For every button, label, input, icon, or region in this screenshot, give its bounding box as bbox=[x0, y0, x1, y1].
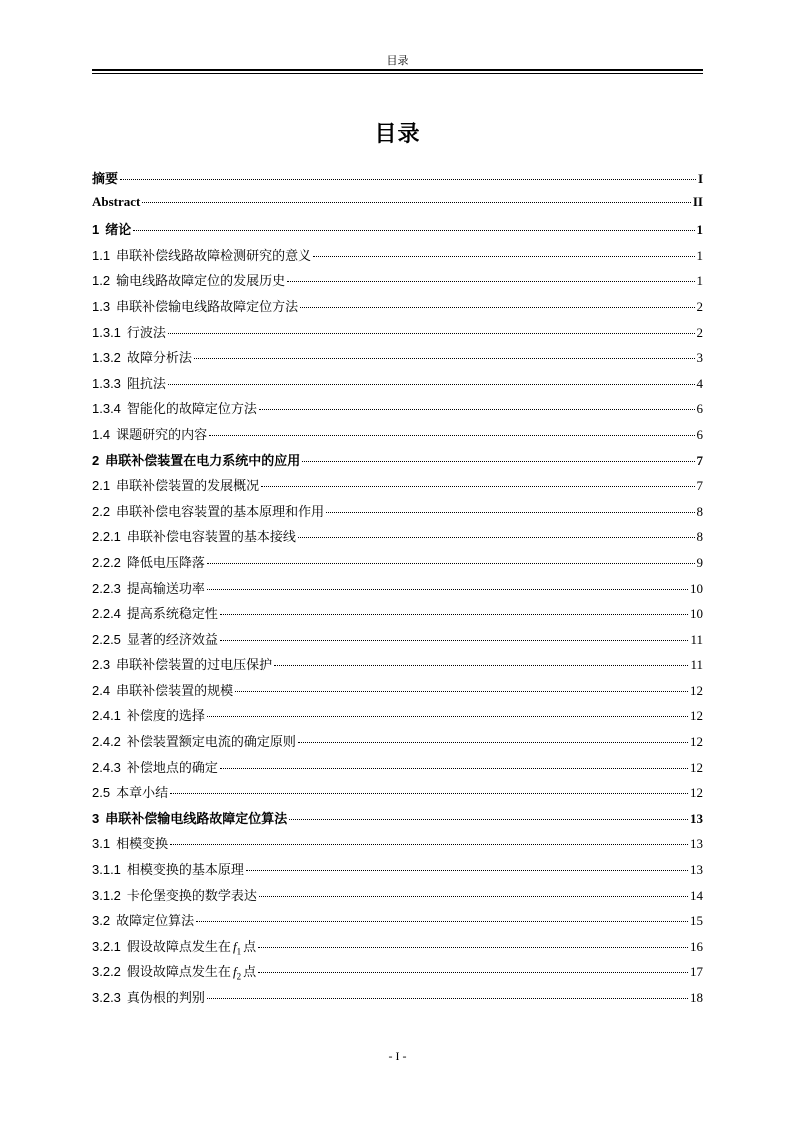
toc-entry-number: 2.4.3 bbox=[92, 759, 121, 775]
toc-entry-number: 2.2 bbox=[92, 503, 111, 519]
toc-dot-leader bbox=[220, 768, 688, 769]
toc-entry[interactable] bbox=[92, 475, 703, 501]
toc-entry-number: 3.2.3 bbox=[92, 990, 121, 1005]
toc-entry-title: 提高输送功率 bbox=[126, 581, 205, 597]
toc-entry-page: 1 bbox=[696, 247, 703, 263]
toc-entry-number: 2.4.1 bbox=[92, 708, 121, 724]
toc-entry-page: 2 bbox=[696, 324, 703, 340]
toc-entry-page: 14 bbox=[690, 887, 703, 903]
toc-entry[interactable] bbox=[92, 833, 703, 859]
toc-entry[interactable] bbox=[92, 501, 703, 527]
toc-entry-number: 2.2.4 bbox=[92, 606, 121, 622]
toc-entry-page: 8 bbox=[696, 529, 703, 545]
toc-dot-leader bbox=[287, 281, 694, 282]
toc-entry[interactable] bbox=[92, 578, 703, 604]
header-rule-thick bbox=[92, 69, 703, 71]
toc-entry[interactable] bbox=[92, 373, 703, 399]
toc-entry-page: 18 bbox=[690, 990, 703, 1005]
toc-entry-page: 16 bbox=[690, 938, 703, 954]
header-rule-thin bbox=[92, 73, 703, 74]
toc-entry[interactable] bbox=[92, 757, 703, 783]
toc-entry[interactable] bbox=[92, 322, 703, 348]
toc-entry-page: 9 bbox=[696, 554, 703, 570]
toc-entry-title: 行波法 bbox=[126, 325, 166, 341]
toc-entry-number: 1 bbox=[92, 222, 100, 238]
toc-entry-number: 2 bbox=[92, 452, 100, 468]
toc-entry-title: 串联补偿电容装置的基本接线 bbox=[126, 530, 296, 546]
toc-entry[interactable] bbox=[92, 398, 703, 424]
toc-entry-page: 12 bbox=[690, 734, 703, 750]
toc-entry-page: 12 bbox=[690, 785, 703, 801]
toc-dot-leader bbox=[246, 870, 688, 871]
toc-entry-title: 卡伦堡变换的数学表达 bbox=[126, 888, 257, 904]
toc-entry-number: 1.3.4 bbox=[92, 401, 121, 417]
toc-dot-leader bbox=[142, 202, 690, 203]
toc-entry-page: 15 bbox=[690, 913, 703, 929]
toc-entry-number: 3.2.2 bbox=[92, 964, 121, 980]
toc-dot-leader bbox=[207, 563, 695, 564]
toc-entry-number: 2.3 bbox=[92, 657, 111, 673]
toc-dot-leader bbox=[302, 461, 694, 462]
toc-entry-number: 2.2.5 bbox=[92, 631, 121, 647]
toc-entry-page: 3 bbox=[696, 350, 703, 366]
table-of-contents bbox=[92, 168, 703, 1013]
toc-entry[interactable] bbox=[92, 629, 703, 655]
toc-dot-leader bbox=[289, 819, 688, 820]
toc-dot-leader bbox=[258, 972, 688, 973]
toc-entry[interactable] bbox=[92, 219, 703, 245]
toc-dot-leader bbox=[220, 640, 689, 641]
toc-entry-number: 1.3.1 bbox=[92, 324, 121, 340]
toc-dot-leader bbox=[259, 409, 695, 410]
toc-entry-title: 故障分析法 bbox=[126, 351, 192, 367]
toc-entry-number: 3 bbox=[92, 810, 100, 826]
toc-entry-math: $f_1$ bbox=[232, 938, 242, 957]
toc-entry[interactable] bbox=[92, 961, 703, 987]
toc-entry-page: 1 bbox=[696, 273, 703, 289]
toc-entry-page: 17 bbox=[690, 964, 703, 980]
toc-entry-number: 3.1 bbox=[92, 836, 111, 852]
toc-dot-leader bbox=[261, 486, 694, 487]
toc-dot-leader bbox=[133, 230, 694, 231]
toc-entry-page: 7 bbox=[696, 478, 703, 494]
toc-dot-leader bbox=[209, 435, 694, 436]
toc-entry-number: 2.2.1 bbox=[92, 529, 121, 545]
toc-entry-page: 6 bbox=[696, 401, 703, 417]
toc-entry[interactable] bbox=[92, 552, 703, 578]
toc-dot-leader bbox=[258, 947, 688, 948]
toc-entry-page: 11 bbox=[690, 657, 703, 673]
toc-entry-title: 串联补偿线路故障检测研究的意义 bbox=[116, 248, 312, 264]
toc-entry-number: 3.2.1 bbox=[92, 938, 121, 954]
toc-entry-title: 绪论 bbox=[105, 223, 132, 239]
toc-entry-title: 串联补偿装置的过电压保护 bbox=[116, 658, 273, 674]
toc-dot-leader bbox=[235, 691, 688, 692]
toc-entry-page: 12 bbox=[690, 759, 703, 775]
toc-entry-title: 输电线路故障定位的发展历史 bbox=[116, 274, 286, 290]
toc-dot-leader bbox=[170, 844, 688, 845]
toc-entry-title: 补偿地点的确定 bbox=[126, 760, 218, 776]
toc-entry-title: 本章小结 bbox=[116, 786, 169, 802]
toc-entry[interactable] bbox=[92, 347, 703, 373]
toc-entry[interactable] bbox=[92, 705, 703, 731]
toc-entry[interactable] bbox=[92, 680, 703, 706]
toc-entry-title: 相模变换的基本原理 bbox=[126, 863, 244, 879]
toc-entry-title: Abstract bbox=[92, 193, 141, 209]
toc-entry[interactable] bbox=[92, 859, 703, 885]
toc-entry-page: 11 bbox=[690, 631, 703, 647]
toc-dot-leader bbox=[298, 537, 695, 538]
toc-entry-title: 串联补偿输电线路故障定位算法 bbox=[105, 811, 288, 827]
toc-entry[interactable] bbox=[92, 910, 703, 936]
toc-entry-number: 1.4 bbox=[92, 426, 111, 442]
toc-entry-number: 1.3.2 bbox=[92, 350, 121, 366]
toc-entry-page: 8 bbox=[696, 503, 703, 519]
toc-entry-title: 课题研究的内容 bbox=[116, 427, 208, 443]
toc-entry[interactable] bbox=[92, 936, 703, 962]
toc-entry-title: 串联补偿装置在电力系统中的应用 bbox=[105, 453, 301, 469]
toc-entry-number: 1.2 bbox=[92, 273, 111, 289]
toc-entry-page: 2 bbox=[696, 298, 703, 314]
toc-entry[interactable] bbox=[92, 296, 703, 322]
toc-entry-title: 故障定位算法 bbox=[116, 914, 195, 930]
toc-dot-leader bbox=[298, 742, 688, 743]
toc-entry-page: 12 bbox=[690, 708, 703, 724]
toc-dot-leader bbox=[196, 921, 688, 922]
toc-entry-title: 智能化的故障定位方法 bbox=[126, 402, 257, 418]
toc-entry-page: 7 bbox=[696, 452, 703, 468]
page-title: 目录 bbox=[374, 121, 421, 147]
toc-entry-number: 3.2 bbox=[92, 913, 111, 929]
toc-entry-page: 13 bbox=[690, 810, 703, 826]
toc-entry-title: 补偿装置额定电流的确定原则 bbox=[126, 735, 296, 751]
toc-dot-leader bbox=[207, 998, 688, 999]
toc-entry-number: 2.1 bbox=[92, 478, 111, 494]
toc-dot-leader bbox=[300, 307, 694, 308]
toc-entry-number: 1.3 bbox=[92, 298, 111, 314]
toc-entry-number: 1.1 bbox=[92, 247, 111, 263]
toc-entry[interactable] bbox=[92, 731, 703, 757]
toc-entry[interactable] bbox=[92, 808, 703, 834]
toc-entry-number: 3.1.2 bbox=[92, 887, 121, 903]
toc-dot-leader bbox=[168, 384, 695, 385]
toc-entry-title: 补偿度的选择 bbox=[126, 709, 205, 725]
toc-entry-page: II bbox=[692, 193, 703, 209]
toc-entry-page: 12 bbox=[690, 682, 703, 698]
toc-entry-number: 3.1.1 bbox=[92, 862, 121, 878]
toc-entry-title: 阻抗法 bbox=[126, 376, 166, 392]
toc-entry-page: 6 bbox=[696, 426, 703, 442]
toc-entry-title: 提高系统稳定性 bbox=[126, 607, 218, 623]
toc-entry-math: $f_2$ bbox=[232, 964, 242, 982]
toc-entry[interactable] bbox=[92, 424, 703, 450]
toc-entry-title: 串联补偿电容装置的基本原理和作用 bbox=[116, 504, 325, 520]
toc-entry-number: 2.5 bbox=[92, 785, 111, 801]
toc-entry-number: 2.2.2 bbox=[92, 554, 121, 570]
toc-entry[interactable] bbox=[92, 885, 703, 911]
toc-entry-page: 13 bbox=[690, 836, 703, 852]
toc-entry[interactable] bbox=[92, 450, 703, 476]
toc-dot-leader bbox=[207, 716, 688, 717]
toc-entry[interactable] bbox=[92, 526, 703, 552]
toc-entry[interactable] bbox=[92, 168, 703, 194]
toc-entry-page: 10 bbox=[690, 580, 703, 596]
toc-entry-title: 假设故障点发生在 $f_1$ 点 bbox=[126, 938, 257, 957]
toc-dot-leader bbox=[120, 179, 696, 180]
toc-dot-leader bbox=[274, 665, 688, 666]
toc-entry-page: 13 bbox=[690, 862, 703, 878]
toc-dot-leader bbox=[313, 256, 694, 257]
toc-entry-title: 相模变换 bbox=[116, 837, 169, 853]
toc-dot-leader bbox=[194, 358, 695, 359]
toc-entry-title: 假设故障点发生在 $f_2$ 点 bbox=[126, 964, 257, 982]
toc-entry-page: 1 bbox=[696, 222, 703, 238]
toc-dot-leader bbox=[220, 614, 688, 615]
toc-entry-number: 2.4 bbox=[92, 682, 111, 698]
toc-entry-title: 显著的经济效益 bbox=[126, 632, 218, 648]
toc-entry[interactable] bbox=[92, 245, 703, 271]
toc-dot-leader bbox=[170, 793, 688, 794]
toc-entry-title: 串联补偿装置的发展概况 bbox=[116, 479, 260, 495]
running-header: 目录 bbox=[386, 54, 409, 67]
toc-entry[interactable] bbox=[92, 603, 703, 629]
toc-entry-title: 串联补偿装置的规模 bbox=[116, 683, 234, 699]
toc-entry-page: 10 bbox=[690, 606, 703, 622]
toc-dot-leader bbox=[207, 589, 688, 590]
toc-dot-leader bbox=[326, 512, 694, 513]
toc-entry-number: 2.2.3 bbox=[92, 580, 121, 596]
toc-entry[interactable] bbox=[92, 270, 703, 296]
toc-entry-number: 2.4.2 bbox=[92, 734, 121, 750]
toc-entry-number: 1.3.3 bbox=[92, 375, 121, 391]
toc-entry-title: 摘要 bbox=[92, 172, 119, 187]
page-number-footer: - I - bbox=[388, 1049, 407, 1063]
toc-entry-title: 串联补偿输电线路故障定位方法 bbox=[116, 299, 299, 315]
toc-dot-leader bbox=[259, 896, 688, 897]
toc-entry[interactable] bbox=[92, 194, 703, 220]
toc-dot-leader bbox=[168, 333, 695, 334]
toc-entry-title: 真伪根的判别 bbox=[126, 991, 205, 1006]
toc-entry[interactable] bbox=[92, 782, 703, 808]
toc-entry-page: 4 bbox=[696, 375, 703, 391]
toc-entry-page: I bbox=[697, 171, 703, 186]
toc-entry[interactable] bbox=[92, 654, 703, 680]
toc-entry-title: 降低电压降落 bbox=[126, 555, 205, 571]
toc-entry[interactable] bbox=[92, 987, 703, 1013]
